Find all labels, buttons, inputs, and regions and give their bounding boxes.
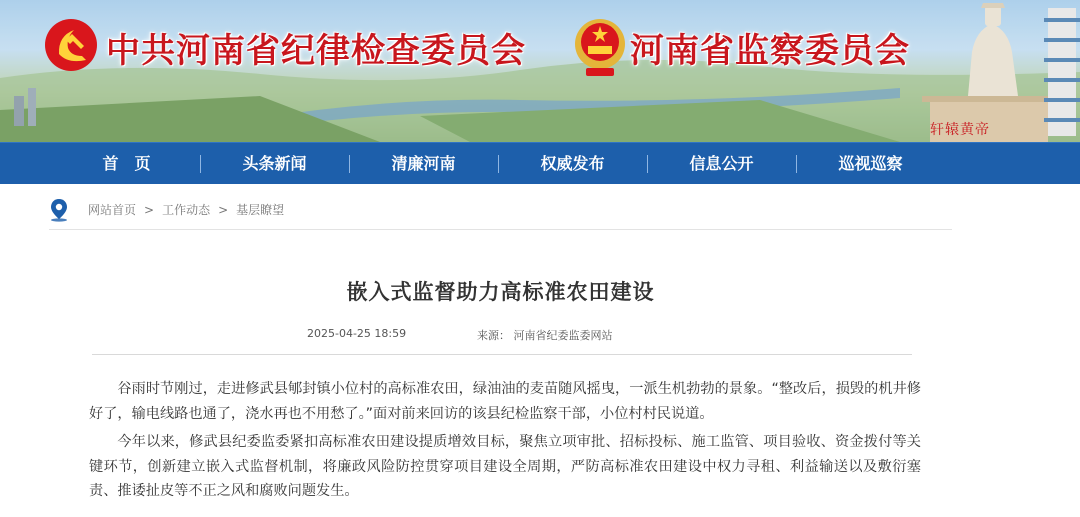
article-paragraph: 谷雨时节刚过，走进修武县郇封镇小位村的高标准农田，绿油油的麦苗随风摇曳，一派生机勃勃的景象。“整改后，损毁的机井修好了，输电线路也通了，浇水再也不用愁了。”面对前来回访的该县纪检监察干部，小位村村民说道。 xyxy=(89,381,921,422)
nav-item-authoritative-release[interactable]: 权威发布 xyxy=(498,143,647,185)
breadcrumb-separator: > xyxy=(218,203,229,217)
location-pin-icon xyxy=(49,198,69,222)
meta-divider xyxy=(92,354,912,355)
party-emblem-icon xyxy=(44,18,98,72)
banner-title-supervision: 河南省监察委员会 xyxy=(630,31,910,71)
breadcrumb-grassroots-link[interactable]: 基层瞭望 xyxy=(236,203,285,217)
monument-label: 轩辕黄帝 xyxy=(930,122,990,138)
nav-item-home[interactable]: 首 页 xyxy=(102,154,151,173)
main-nav xyxy=(0,142,1080,184)
article-body xyxy=(89,377,921,508)
article-date: 2025-04-25 18:59 xyxy=(307,327,407,340)
article-title: 嵌入式监督助力高标准农田建设 xyxy=(346,280,655,304)
site-banner xyxy=(0,0,1080,142)
article-source: 来源： 河南省纪委监委网站 xyxy=(477,329,613,342)
banner-title-discipline: 中共河南省纪律检查委员会 xyxy=(106,31,526,71)
nav-item-inspection[interactable]: 巡视巡察 xyxy=(796,143,945,185)
article-paragraph: 今年以来，修武县纪委监委紧扣高标准农田建设提质增效目标，聚焦立项审批、招标投标、施工监管、项目验收、资金拨付等关键环节，创新建立嵌入式监督机制，将廉政风险防控贯穿项目建设全周期，严防高标准农田建设中权力寻租、利益输送以及敷衍塞责、推诿扯皮等不正之风和腐败问题发生。 xyxy=(89,434,921,499)
breadcrumb xyxy=(49,198,952,230)
nav-item-headlines[interactable]: 头条新闻 xyxy=(200,143,349,185)
nav-item-clean-henan[interactable]: 清廉河南 xyxy=(349,143,498,185)
breadcrumb-home-link[interactable]: 网站首页 xyxy=(88,203,137,217)
breadcrumb-separator: > xyxy=(144,203,155,217)
breadcrumb-work-news-link[interactable]: 工作动态 xyxy=(162,203,211,217)
national-emblem-icon xyxy=(574,14,626,78)
nav-item-info-disclosure[interactable]: 信息公开 xyxy=(647,143,796,185)
